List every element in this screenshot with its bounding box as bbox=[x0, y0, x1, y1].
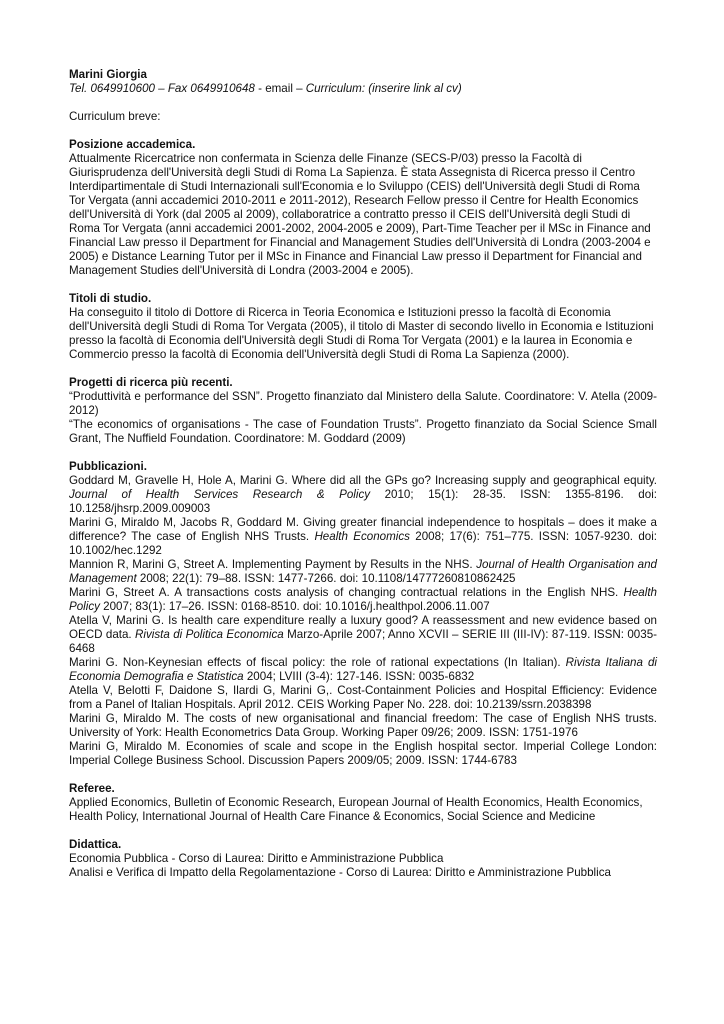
cv-link-placeholder: Curriculum: (inserire link al cv) bbox=[305, 82, 462, 95]
contact-phone-fax: Tel. 0649910600 – Fax 0649910648 bbox=[69, 82, 255, 95]
cv-document bbox=[69, 68, 657, 880]
email-label: - email – bbox=[254, 82, 306, 95]
section-title-pubblicazioni: Pubblicazioni. bbox=[69, 460, 147, 473]
publication-item: Marini G, Miraldo M. Economies of scale and scope in the English hospital sector. Imperial College London: Imperial College Business School. Discussion Papers 2009/05; 2009. ISSN: 1744-6783 bbox=[69, 740, 657, 767]
section-title-referee: Referee. bbox=[69, 782, 115, 795]
section-title-titoli: Titoli di studio. bbox=[69, 292, 152, 305]
publication-item: Atella V, Belotti F, Daidone S, Ilardi G, Marini G,. Cost-Containment Policies and Hospital Efficiency: Evidence from a Panel of Italian Hospitals. April 2012. CEIS Working Paper No. 228. doi: 10.2139/ssrn.2038398 bbox=[69, 684, 657, 711]
person-name: Marini Giorgia bbox=[69, 68, 147, 81]
contact-line bbox=[69, 82, 657, 96]
progetto-item: “The economics of organisations - The case of Foundation Trusts”. Progetto finanziato da Social Science Small Grant, The Nuffield Foundation. Coordinatore: M. Goddard (2009) bbox=[69, 418, 657, 445]
publication-item: Mannion R, Marini G, Street A. Implementing Payment by Results in the NHS. Journal of Health Organisation and Management 2008; 22(1): 79–88. ISSN: 1477-7266. doi: 10.1108/14777260810862425 bbox=[69, 558, 657, 585]
publication-item: Marini G. Non-Keynesian effects of fiscal policy: the role of rational expectations (In Italian). Rivista Italiana di Economia Demografia e Statistica 2004; LVIII (3-4): 127-146. ISSN: 0035-6832 bbox=[69, 656, 657, 683]
publication-item: Goddard M, Gravelle H, Hole A, Marini G. Where did all the GPs go? Increasing supply and geographical equity. Journal of Health Services Research & Policy 2010; 15(1): 28-35. ISSN: 1355-8196. doi: 10.1258/jhsrp.2009.009003 bbox=[69, 474, 657, 515]
didattica-item: Analisi e Verifica di Impatto della Regolamentazione - Corso di Laurea: Diritto e Amministrazione Pubblica bbox=[69, 866, 611, 879]
titoli-text: Ha conseguito il titolo di Dottore di Ricerca in Teoria Economica e Istituzioni presso la facoltà di Economia dell'Università degli Studi di Roma Tor Vergata (2005), il titolo di Master di secondo livello in Economia e Istituzioni presso la facoltà di Economia dell'Università degli Studi di Roma Tor Vergata (2001) e la laurea in Economia e Commercio presso la facoltà di Economia dell'Università degli Studi di Roma La Sapienza (2000). bbox=[69, 306, 654, 361]
publication-item: Marini G, Miraldo M, Jacobs R, Goddard M. Giving greater financial independence to hospitals – does it make a difference? The case of English NHS Trusts. Health Economics 2008; 17(6): 751–775. ISSN: 1057-9230. doi: 10.1002/hec.1292 bbox=[69, 516, 658, 557]
posizione-text: Attualmente Ricercatrice non confermata in Scienza delle Finanze (SECS-P/03) presso la Facoltà di Giurisprudenza dell'Università degli Studi di Roma La Sapienza. È stata Assegnista di Ricerca presso il Centro Interdipartimentale di Studi Internazionali sull'Economia e lo Sviluppo (CEIS) dell'Università degli Studi di Roma Tor Vergata (anni accademici 2010-2011 e 2011-2012), Research Fellow presso il Centre for Health Economics dell'Università di York (dal 2005 al 2009), collaboratrice a contratto presso il CEIS dell'Università degli Studi di Roma Tor Vergata (anni accademici 2001-2002, 2004-2005 e 2009), Part-Time Teacher per il MSc in Finance and Financial Law presso il Department for Financial and Management Studies dell'Università di Londra (2003-2004 e 2005) e Distance Learning Tutor per il MSc in Finance and Financial Law presso il Department for Financial and Management Studies dell'Università di Londra (2003-2004 e 2005). bbox=[69, 152, 651, 277]
section-title-didattica: Didattica. bbox=[69, 838, 122, 851]
progetto-item: “Produttività e performance del SSN”. Progetto finanziato dal Ministero della Salute. Coordinatore: V. Atella (2009-2012) bbox=[69, 390, 657, 417]
publication-item: Atella V, Marini G. Is health care expenditure really a luxury good? A reassessment and new evidence based on OECD data. Rivista di Politica Economica Marzo-Aprile 2007; Anno XCVII – SERIE III (III-IV): 87-119. ISSN: 0035-6468 bbox=[69, 614, 658, 655]
referee-text: Applied Economics, Bulletin of Economic Research, European Journal of Health Economics, Health Economics, Health Policy, International Journal of Health Care Finance & Economics, Social Science and Medicine bbox=[69, 796, 643, 823]
publication-item: Marini G, Miraldo M. The costs of new organisational and financial freedom: The case of English NHS trusts. University of York: Health Econometrics Data Group. Working Paper 09/26; 2009. ISSN: 1751-1976 bbox=[69, 712, 657, 739]
publication-item: Marini G, Street A. A transactions costs analysis of changing contractual relations in the English NHS. Health Policy 2007; 83(1): 17–26. ISSN: 0168-8510. doi: 10.1016/j.healthpol.2006.11.007 bbox=[69, 586, 657, 613]
cv-intro: Curriculum breve: bbox=[69, 110, 161, 123]
section-title-progetti: Progetti di ricerca più recenti. bbox=[69, 376, 233, 389]
section-title-posizione: Posizione accademica. bbox=[69, 138, 196, 151]
didattica-item: Economia Pubblica - Corso di Laurea: Diritto e Amministrazione Pubblica bbox=[69, 852, 444, 865]
